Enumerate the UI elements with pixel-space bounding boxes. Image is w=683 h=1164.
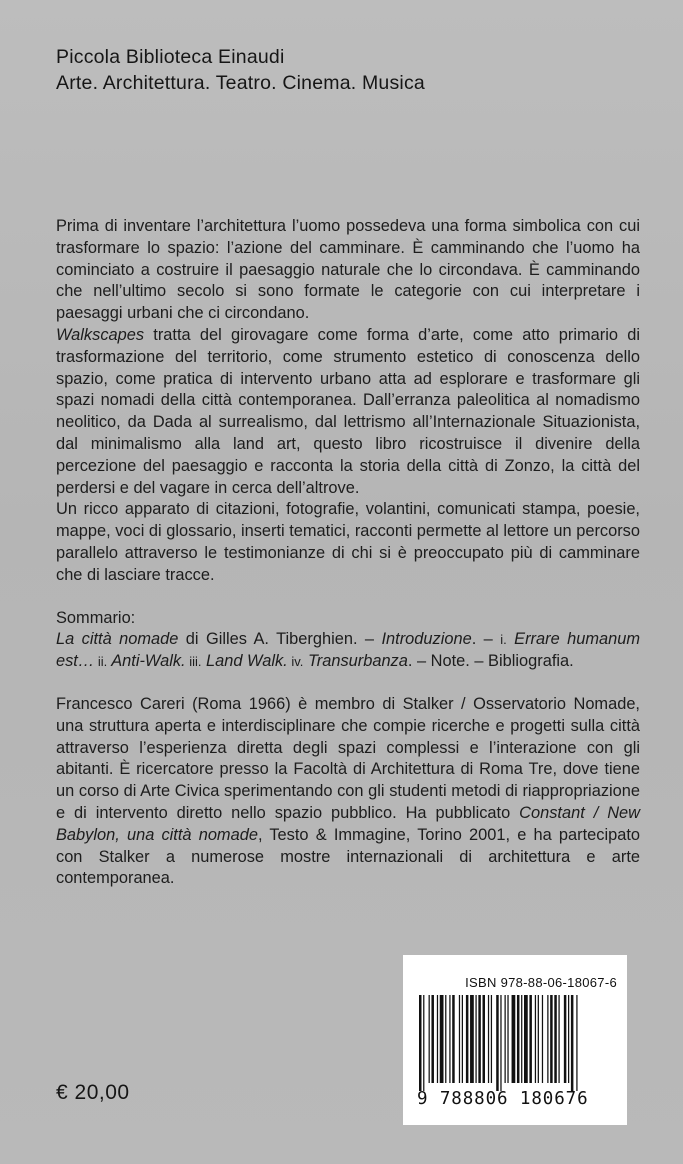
barcode-bar (440, 995, 444, 1083)
blurb-paragraph-2 (56, 325, 640, 499)
chapter-title-1: Errare humanum est… (56, 630, 640, 671)
barcode-bar (538, 995, 539, 1083)
contents-list (56, 629, 640, 673)
chapter-number-4: iv. (287, 654, 304, 670)
barcode-bar (459, 995, 460, 1083)
blurb-paragraph-3: Un ricco apparato di citazioni, fotografie, volantini, comunicati stampa, poesie, mappe, voci di glossario, inserti tematici, racconti permette al lettore un percorso parallelo attraverso le testimonianze di chi si è preoccupato più di camminare che di lasciare tracce. (56, 500, 640, 584)
barcode-bar (521, 995, 522, 1083)
isbn-label: ISBN 978-88-06-18067-6 (465, 975, 617, 990)
barcode-bar (500, 995, 501, 1091)
barcode-bar (449, 995, 450, 1083)
author-bio-part-2: , Testo & Immagine, Torino 2001, e ha partecipato con Stalker a numerose mostre internazionali di architettura e arte contemporanea. (56, 825, 640, 888)
chapter-number-3: iii. (185, 654, 202, 670)
isbn-barcode-panel (403, 955, 627, 1125)
barcode-bar (423, 995, 424, 1091)
barcode-icon (417, 995, 613, 1091)
barcode-bar (558, 995, 559, 1083)
barcode-bar (437, 995, 438, 1083)
chapter-title-4: Transurbanza (303, 652, 408, 671)
barcode-bar (475, 995, 476, 1083)
barcode-bar (547, 995, 548, 1083)
series-name: Piccola Biblioteca Einaudi (56, 46, 285, 68)
author-bio-part-1: Francesco Careri (Roma 1966) è membro di Stalker / Osservatorio Nomade, una struttura aperta e interdisciplinare che compie ricerche e progetti sulla città attraverso l’esperienza diretta degli spazi complessi e l’interazione con gli abitanti. È ricercatore presso la Facoltà di Architettura di Roma Tre, dove tiene un corso di Arte Civica sperimentando con gli studenti metodi di riappropriazione e di intervento diretto nello spazio pubblico. Ha pubblicato (56, 694, 640, 822)
barcode-bar (466, 995, 469, 1083)
blurb-paragraph-1: Prima di inventare l’architettura l’uomo possedeva una forma simbolica con cui trasformare lo spazio: l’azione del camminare. È camminando che l’uomo ha cominciato a costruire il paesaggio naturale che lo circondava. È camminando che nell’ultimo secolo si sono formate le categorie con cui interpretare i paesaggi urbani che ci circondano. (56, 217, 640, 323)
barcode-bar (445, 995, 446, 1083)
barcode-digits: 9 788806 180676 (417, 1089, 589, 1109)
chapter-number-2: ii. (94, 654, 108, 670)
barcode-bar (470, 995, 474, 1083)
barcode-bar (568, 995, 569, 1083)
series-header (56, 44, 425, 96)
contents-introduzione: Introduzione (381, 630, 472, 649)
barcode-bar (452, 995, 455, 1083)
series-subjects: Arte. Architettura. Teatro. Cinema. Musica (56, 72, 425, 94)
barcode-bar (496, 995, 499, 1091)
contents-separator: . – (471, 630, 501, 649)
barcode-bar (554, 995, 557, 1083)
barcode-bar (564, 995, 567, 1083)
barcode-bar (483, 995, 486, 1083)
barcode-bar (491, 995, 492, 1083)
contents-intro-title: La città nomade (56, 630, 179, 649)
barcode-bar (488, 995, 489, 1083)
barcode-bar (478, 995, 481, 1083)
chapter-title-3: Land Walk. (201, 652, 288, 671)
barcode-bar (429, 995, 430, 1083)
barcode-bar (550, 995, 553, 1083)
barcode-bar (505, 995, 506, 1083)
contents-tail: . – Note. – Bibliografia. (407, 652, 574, 671)
barcode-bar (419, 995, 422, 1091)
author-bio (56, 694, 640, 890)
barcode-bar (576, 995, 577, 1091)
barcode-bar (524, 995, 528, 1083)
contents-heading: Sommario: (56, 608, 136, 627)
barcode-bar (462, 995, 463, 1083)
author-book-title: Constant / New Babylon, una città nomade (56, 803, 640, 844)
chapter-number-1: i. (500, 632, 507, 648)
barcode-bar (512, 995, 516, 1083)
chapter-title-2: Anti-Walk. (107, 652, 186, 671)
barcode-bar (535, 995, 536, 1083)
back-cover-text (56, 216, 640, 890)
barcode-bar (431, 995, 434, 1083)
barcode-bar (517, 995, 520, 1083)
barcode-bar (529, 995, 532, 1083)
contents-intro-author: di Gilles A. Tiberghien. – (178, 630, 382, 649)
book-title: Walkscapes (56, 325, 145, 344)
price: € 20,00 (56, 1081, 130, 1104)
blurb-paragraph-2-text: tratta del girovagare come forma d’arte, come atto primario di trasformazione del territorio, come strumento estetico di conoscenza dello spazio, come pratica di intervento urbano atta ad esplorare e trasformare gli spazi nomadi della città contemporanea. Dall’erranza paleolitica al nomadismo neolitico, da Dada al surrealismo, dal lettrismo all’Internazionale Situazionista, dal minimalismo alla land art, questo libro ricostruisce il divenire della percezione del paesaggio e racconta la storia della città di Zonzo, la città del perdersi e del vagare in cerca dell’altrove. (56, 325, 640, 497)
barcode-bar (507, 995, 508, 1083)
barcode-bar (542, 995, 543, 1083)
barcode-bar (571, 995, 574, 1091)
